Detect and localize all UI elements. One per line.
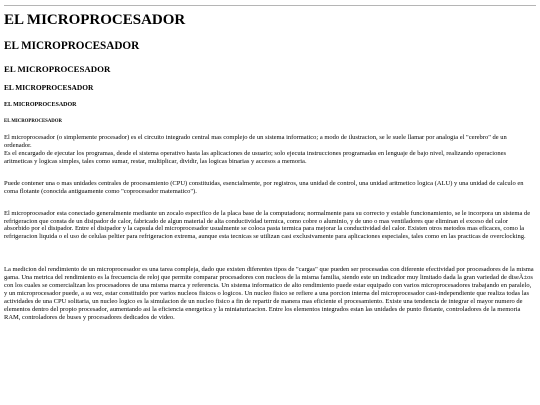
- heading-1: EL MICROPROCESADOR: [4, 12, 186, 28]
- heading-4: EL MICROPROCESADOR: [4, 83, 94, 93]
- paragraph-cooling: El microprocesador esta conectado generalmente mediante un zocalo especifico de la placa base de la computadora; normalmente para su correcto y estable funcionamiento, se le incorpora un sistema de refrigeracion que consta de un disipador de calor, fabricado de algun material de alta conductividad termica, como cobre o aluminio, y de uno o mas ventiladores que eliminan el exceso del calor absorbido por el disipador. Entre el disipador y la capsula del microprocesador usualmente se coloca pasta termica para mejorar la conductividad del calor. Existen otros metodos mas eficaces, como la refrigeracion liquida o el uso de celulas peltier para refrigeracion extrema, aunque esta tecnicas se utilizan casi exclusivamente para aplicaciones especiales, tales como en las practicas de overclocking.: [4, 209, 531, 241]
- paragraph-performance: La medicion del rendimiento de un microprocesador es una tarea compleja, dado que existen diferentes tipos de "cargas" que pueden ser procesadas con diferente efectividad por procesadores de la misma gama. Una metrica del rendimiento es la frecuencia de reloj que permite comparar procesadores con nucleos de la misma familia, siendo este un indicador muy limitado dada la gran variedad de diseÃ±os con los cuales se comercializan los procesadores de una misma marca y referencia. Un sistema informatico de alto rendimiento puede estar equipado con varios microprocesadores trabajando en paralelo, y un microprocesador puede, a su vez, estar constituido por varios nucleos fisicos o logicos. Un nucleo fisico se refiere a una porcion interna del microprocesador casi-independiente que realiza todas las actividades de una CPU solitaria, un nucleo logico es la simulacion de un nucleo fisico a fin de repartir de manera mas eficiente el procesamiento. Existe una tendencia de integrar el mayor numero de elementos dentro del propio procesador, aumentando asi la eficiencia energetica y la miniaturizacion. Entre los elementos integrados estan las unidades de punto flotante, controladores de la memoria RAM, controladores de buses y procesadores dedicados de video.: [4, 266, 534, 321]
- top-divider: [4, 5, 536, 6]
- heading-6: EL MICROPROCESADOR: [4, 118, 62, 124]
- paragraph-intro: [4, 134, 534, 166]
- heading-3: EL MICROPROCESADOR: [4, 64, 111, 75]
- paragraph-intro-line-2: Es el encargado de ejecutar los programas, desde el sistema operativo hasta las aplicaciones de usuario; solo ejecuta instrucciones programadas en lenguaje de bajo nivel, realizando operaciones aritmeticas y logicas simples, tales como sumar, restar, multiplicar, dividir, las logicas binarias y accesos a memoria.: [4, 149, 506, 165]
- paragraph-intro-line-1: El microprocesador (o simplemente procesador) es el circuito integrado central mas complejo de un sistema informatico; a modo de ilustracion, se le suele llamar por analogia el "cerebro" de un ordenador.: [4, 134, 507, 150]
- heading-5: EL MICROPROCESADOR: [4, 101, 77, 108]
- paragraph-cpu-units: Puede contener una o mas unidades centrales de procesamiento (CPU) constituidas, esencialmente, por registros, una unidad de control, una unidad aritmetico logica (ALU) y una unidad de calculo en coma flotante (conocida antiguamente como "coprocesador matematico").: [4, 179, 524, 195]
- heading-2: EL MICROPROCESADOR: [4, 40, 140, 53]
- document-body: [4, 12, 534, 322]
